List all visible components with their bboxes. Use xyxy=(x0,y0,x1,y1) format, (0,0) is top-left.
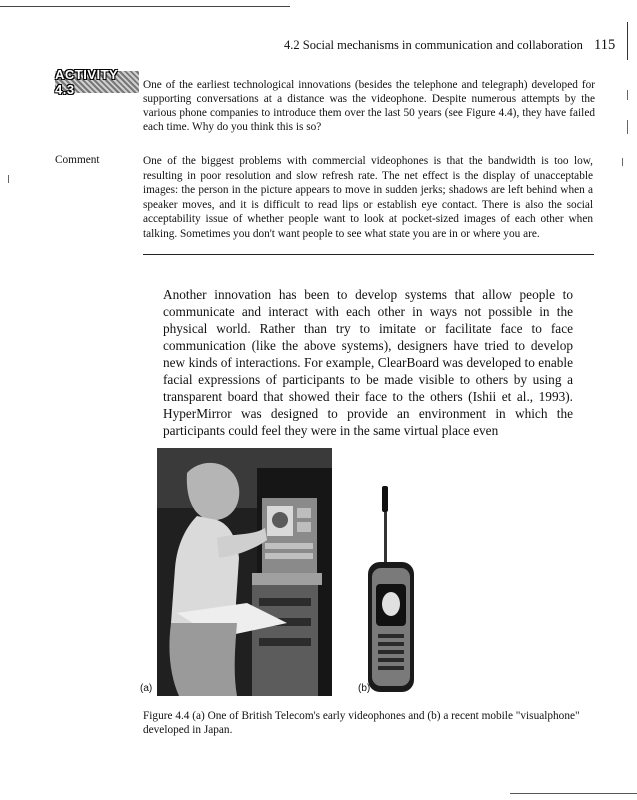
margin-tick xyxy=(622,158,623,166)
activity-question: One of the earliest technological innovations (besides the telephone and telegraph) developed for supporting conversations at a distance was the videophone. Despite numerous attempts by the various phone companies to introduce them over the last 50 years (see Figure 4.4), they have failed each time. Why do you think this is so? xyxy=(143,79,595,133)
margin-tick xyxy=(627,90,628,100)
running-header xyxy=(284,37,615,54)
figure-label-a: (a) xyxy=(140,683,153,694)
body-paragraph: Another innovation has been to develop systems that allow people to communicate and interact with each other in ways not possible in the physical world. Rather than try to imitate or facilitate face to face communication (like the above systems), designers have tried to develop new kinds of interactions. For example, ClearBoard was developed to enable facial expressions of participants to be made visible to others by using a transparent board that showed their face to the others (Ishii et al., 1993). HyperMirror was designed to provide an environment in which the participants could feel they were in the same virtual place even xyxy=(163,287,573,438)
activity-badge-label: ACTIVITY 4.3 xyxy=(55,67,118,97)
figure-label-b: (b) xyxy=(358,683,371,694)
activity-badge xyxy=(55,67,139,97)
comment-label: Comment xyxy=(55,154,100,166)
videophone-photo-illustration xyxy=(157,448,332,696)
page-number: 115 xyxy=(594,37,616,53)
bottom-rule xyxy=(510,793,637,794)
page-edge-mark xyxy=(627,22,628,60)
header-section-title: 4.2 Social mechanisms in communication and collaboration xyxy=(284,38,583,52)
margin-tick xyxy=(627,120,628,134)
figure-a-videophone-photo xyxy=(157,448,332,696)
top-rule xyxy=(0,6,290,7)
figure-caption: Figure 4.4 (a) One of British Telecom's early videophones and (b) a recent mobile "visualphone" developed in Japan. xyxy=(143,710,580,736)
figure-b-mobile-visualphone xyxy=(360,484,420,696)
mobile-phone-illustration xyxy=(360,484,420,696)
comment-text: One of the biggest problems with commercial videophones is that the bandwidth is too low, resulting in poor resolution and slow refresh rate. The net effect is the display of unacceptable images: the person in the picture appears to move in sudden jerks; shadows are left behind when a speaker moves, and it is difficult to read lips or establish eye contact. There is also the social acceptability issue of whether people want to look at pocket-sized images of each other when talking. Sometimes you don't want people to see what state you are in or where you are. xyxy=(143,155,593,240)
margin-tick xyxy=(8,175,9,183)
comment-rule xyxy=(143,254,594,255)
